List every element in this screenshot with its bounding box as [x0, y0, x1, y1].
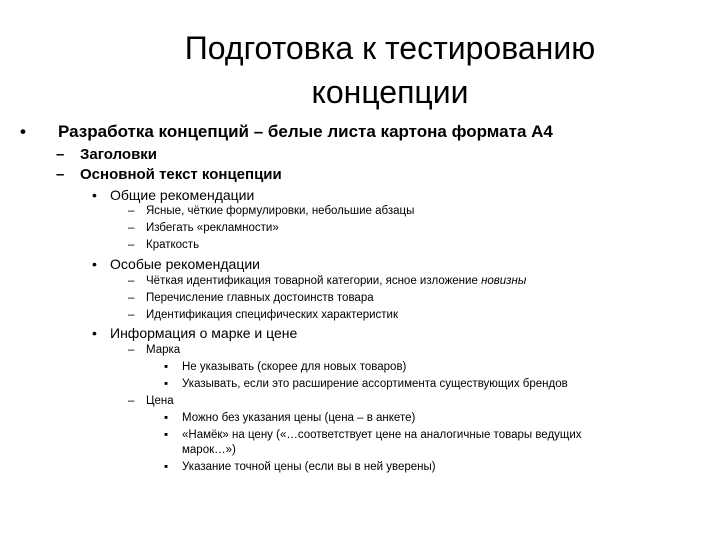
novelty-italic: новизны — [481, 275, 527, 287]
general-heading: Общие рекомендации — [110, 187, 255, 203]
list-item-text: Не указывать (скорее для новых товаров) — [182, 361, 407, 373]
dash-marker: – — [128, 309, 135, 321]
square-marker: ▪ — [164, 412, 169, 424]
list-item-text: Указание точной цены (если вы в ней уверены) — [182, 461, 436, 473]
subitem-body-text — [56, 166, 282, 183]
list-item-text: Ясные, чёткие формулировки, небольшие абзацы — [146, 205, 415, 217]
list-item-text: «Намёк» на цену («…соответствует цене на аналогичные товары ведущих — [182, 429, 582, 441]
dash-marker: – — [56, 166, 65, 183]
list-item — [164, 361, 406, 373]
slide-title — [110, 26, 670, 114]
dash-marker: – — [128, 344, 135, 356]
subitem-text: Заголовки — [80, 146, 158, 163]
price-label-row — [128, 395, 174, 407]
dash-marker: – — [128, 395, 135, 407]
list-item — [128, 222, 279, 234]
special-heading: Особые рекомендации — [110, 256, 260, 272]
list-item-text: марок…») — [182, 444, 236, 456]
brand-heading-row — [92, 325, 297, 341]
list-item — [128, 275, 526, 287]
mark-label: Марка — [146, 344, 181, 356]
list-item-text: Можно без указания цены (цена – в анкете) — [182, 412, 416, 424]
list-item-text: Идентификация специфических характеристик — [146, 309, 399, 321]
square-marker: ▪ — [164, 461, 169, 473]
list-item — [164, 412, 415, 424]
square-marker: ▪ — [164, 429, 169, 441]
square-marker: ▪ — [164, 378, 169, 390]
list-item — [128, 205, 414, 217]
list-item — [128, 292, 374, 304]
main-bullet-row — [20, 122, 553, 142]
brand-heading: Информация о марке и цене — [110, 325, 298, 341]
bullet-marker: • — [92, 187, 97, 203]
list-item-text: Краткость — [146, 239, 200, 251]
bullet-marker: • — [92, 256, 97, 272]
list-item-continuation — [182, 444, 236, 456]
mark-label-row — [128, 344, 180, 356]
list-item-text: Перечисление главных достоинств товара — [146, 292, 374, 304]
dash-marker: – — [128, 222, 135, 234]
list-item-text: Указывать, если это расширение ассортимента существующих брендов — [182, 378, 568, 390]
dash-marker: – — [128, 205, 135, 217]
price-label: Цена — [146, 395, 174, 407]
dash-marker: – — [56, 146, 65, 163]
list-item-text: Избегать «рекламности» — [146, 222, 279, 234]
bullet-marker: • — [20, 122, 26, 141]
subitem-text: Основной текст концепции — [80, 166, 282, 183]
list-item — [164, 378, 568, 390]
subitem-headings — [56, 146, 157, 163]
dash-marker: – — [128, 292, 135, 304]
title-line-2: концепции — [311, 74, 469, 110]
general-heading-row — [92, 187, 254, 203]
dash-marker: – — [128, 275, 135, 287]
list-item — [164, 429, 582, 441]
dash-marker: – — [128, 239, 135, 251]
list-item — [164, 461, 436, 473]
list-item-text: Чёткая идентификация товарной категории, ясное изложение — [146, 275, 478, 287]
special-heading-row — [92, 256, 260, 272]
list-item — [128, 239, 199, 251]
square-marker: ▪ — [164, 361, 169, 373]
bullet-marker: • — [92, 325, 97, 341]
main-bullet-text: Разработка концепций – белые листа картона формата А4 — [58, 122, 553, 141]
title-line-1: Подготовка к тестированию — [184, 30, 596, 66]
list-item — [128, 309, 398, 321]
